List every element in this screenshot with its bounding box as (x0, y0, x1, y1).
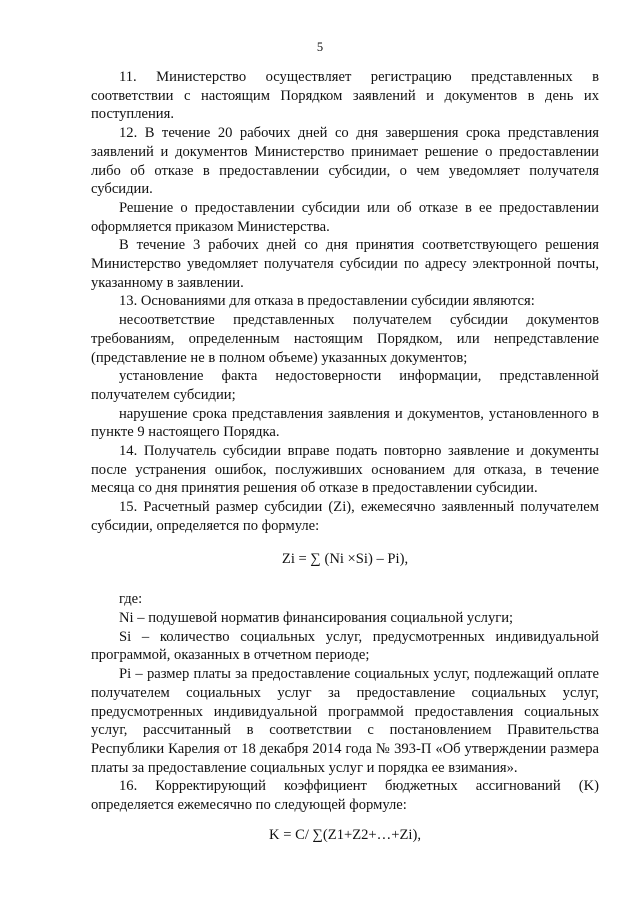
paragraph-16: 16. Корректирующий коэффициент бюджетных ассигнований (K) определяется ежемесячно по следующей формуле: (91, 778, 599, 814)
definition-si: Si – количество социальных услуг, предусмотренных индивидуальной программой, оказанных в отчетном периоде; (91, 628, 599, 664)
formula-zi: Zi = ∑ (Ni ×Si) – Pi), (281, 550, 409, 567)
page-number: 5 (316, 40, 324, 54)
formula-k: K = C/ ∑(Z1+Z2+…+Zi), (269, 826, 421, 843)
paragraph-11: 11. Министерство осуществляет регистрацию представленных в соответствии с настоящим Порядком заявлений и документов в день их поступления. (91, 69, 599, 123)
definition-pi: Pi – размер платы за предоставление социальных услуг, подлежащий оплате получателем социальных услуг за предоставление социальных услуг, предусмотренных индивидуальной программой предоставления социальных услуг, рассчитанный в соответствии с постановлением Правительства Республики Карелия от 18 декабря 2014 года № 393-П «Об утверждении размера платы за предоставление социальных услуг и порядка ее взимания». (91, 666, 599, 776)
paragraph-notification: В течение 3 рабочих дней со дня принятия соответствующего решения Министерство уведомляет получателя субсидии по адресу электронной почты, указанному в заявлении. (91, 237, 599, 291)
document-body (91, 68, 599, 844)
refusal-reason-2: установление факта недостоверности информации, представленной получателем субсидии; (91, 368, 599, 403)
where-label: где: (119, 591, 143, 608)
paragraph-14: 14. Получатель субсидии вправе подать повторно заявление и документы после устранения ошибок, послуживших основанием для отказа, в течение месяца со дня принятия решения об отказе в предоставлении субсидии. (91, 443, 599, 497)
paragraph-decision: Решение о предоставлении субсидии или об отказе в ее предоставлении оформляется приказом Министерства. (91, 199, 599, 235)
definition-ni: Ni – подушевой норматив финансирования социальной услуги; (119, 609, 514, 626)
paragraph-12: 12. В течение 20 рабочих дней со дня завершения срока представления заявлений и документов Министерство принимает решение о предоставлении либо об отказе в предоставлении субсидии, о чем уведомляет получателя субсидии. (91, 125, 599, 198)
refusal-reason-3: нарушение срока представления заявления и документов, установленного в пункте 9 настоящего Порядка. (91, 405, 599, 441)
paragraph-13: 13. Основаниями для отказа в предоставлении субсидии являются: (119, 293, 535, 310)
paragraph-15: 15. Расчетный размер субсидии (Zi), ежемесячно заявленный получателем субсидии, определяется по формуле: (91, 499, 599, 534)
refusal-reason-1: несоответствие представленных получателем субсидии документов требованиям, определенным настоящим Порядком, или непредставление (представление не в полном объеме) указанных документов; (91, 312, 599, 366)
